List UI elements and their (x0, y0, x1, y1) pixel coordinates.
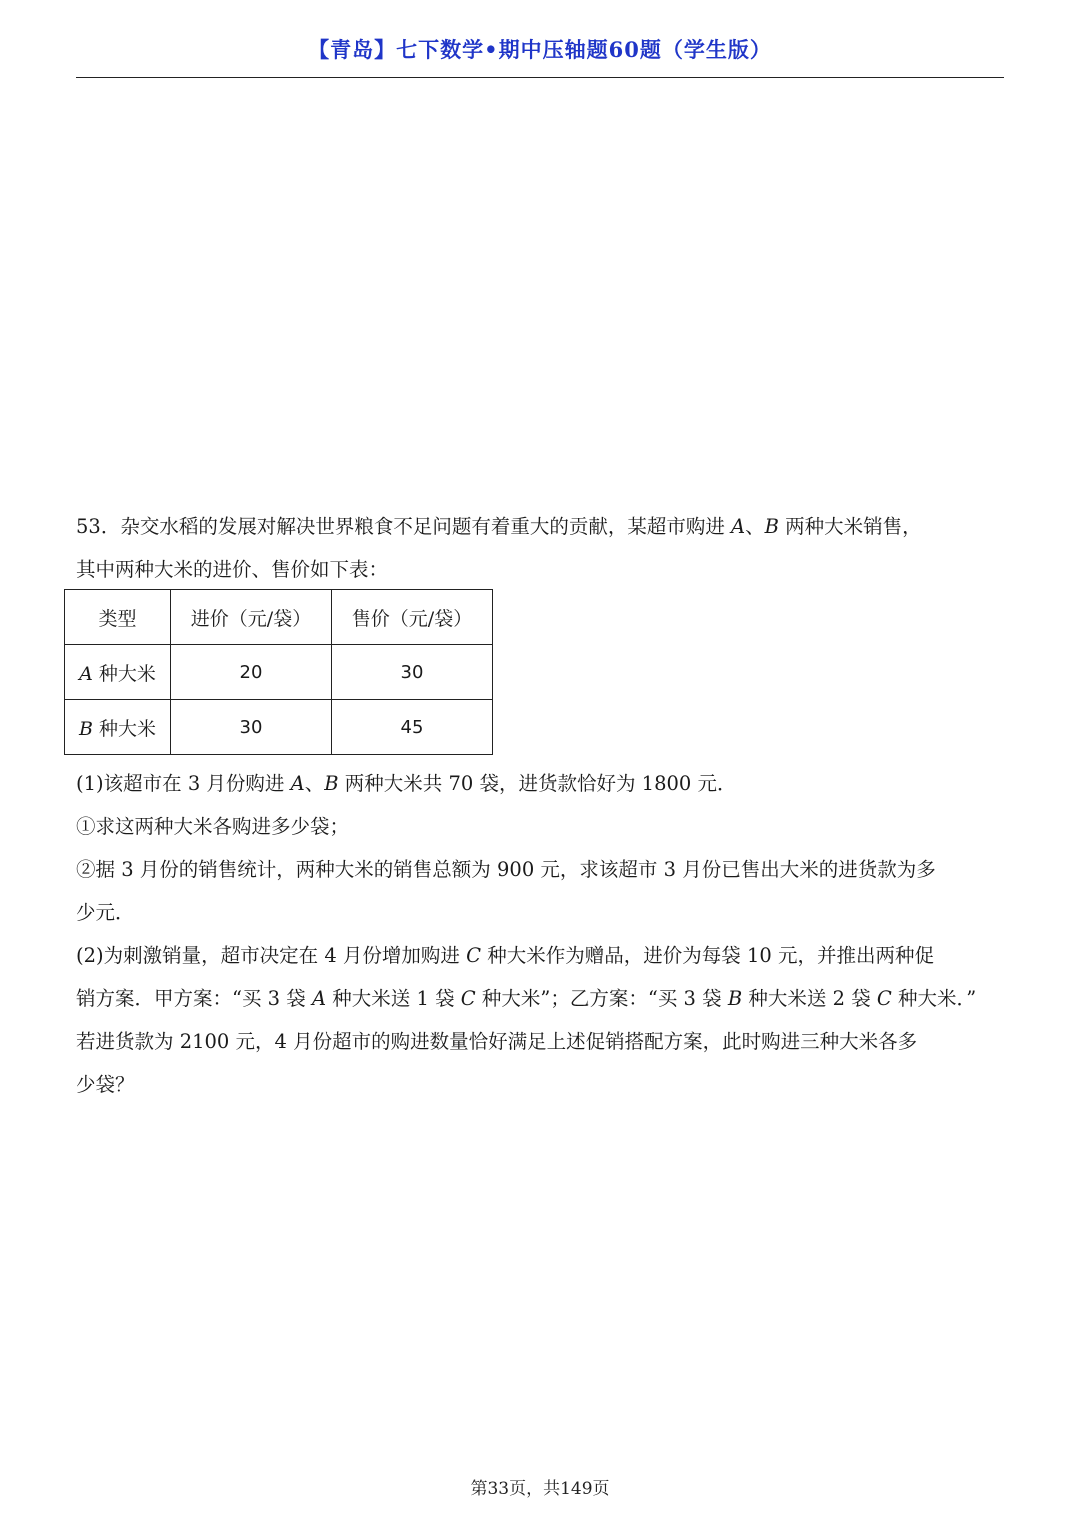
row-label: 种大米 (92, 662, 156, 685)
table-row (65, 645, 493, 700)
separator: 、 (304, 772, 325, 795)
row-label-cell (65, 700, 171, 755)
problem-statement (76, 505, 1006, 591)
question-text: (2)为刺激销量，超市决定在 4 月份增加购进 (76, 944, 467, 967)
problem-number: 53． (76, 515, 121, 538)
problem-intro-line-2: 其中两种大米的进价、售价如下表： (76, 558, 389, 581)
header-divider (76, 77, 1004, 78)
variable-b: B (727, 987, 743, 1010)
question-text: 种大米送 2 袋 (742, 987, 877, 1010)
variable-b: B (324, 772, 339, 795)
variable-c: C (466, 944, 482, 967)
page-header-title: 【青岛】七下数学•期中压轴题60题（学生版） (308, 37, 772, 62)
cost-cell: 30 (171, 700, 332, 755)
question-text: 种大米”；乙方案：“买 3 袋 (475, 987, 728, 1010)
price-cell: 45 (332, 700, 493, 755)
row-label: 种大米 (92, 717, 156, 740)
question-2-line-3: 若进货款为 2100 元，4 月份超市的购进数量恰好满足上述促销搭配方案，此时购进三种大米各多 (76, 1030, 918, 1053)
variable-c: C (876, 987, 892, 1010)
variable-a: A (311, 987, 327, 1010)
question-text: 两种大米共 70 袋，进货款恰好为 1800 元． (338, 772, 737, 795)
separator: 、 (745, 515, 765, 538)
question-text: 种大米送 1 袋 (326, 987, 461, 1010)
cost-cell: 20 (171, 645, 332, 700)
question-1 (76, 762, 1006, 805)
variable-a: A (290, 772, 305, 795)
question-1-part-1: ①求这两种大米各购进多少袋； (76, 815, 350, 838)
question-text: (1)该超市在 3 月份购进 (76, 772, 291, 795)
problem-text: 两种大米销售， (778, 515, 922, 538)
row-label-cell (65, 645, 171, 700)
question-text: 销方案．甲方案：“买 3 袋 (76, 987, 312, 1010)
question-text: 种大米．” (891, 987, 977, 1010)
question-text: 种大米作为赠品，进价为每袋 10 元，并推出两种促 (481, 944, 934, 967)
page-number-footer: 第33页，共149页 (470, 1479, 610, 1499)
table-header-row (65, 590, 493, 645)
question-1-part-2-line-2: 少元． (76, 901, 135, 924)
rice-price-table (64, 589, 493, 755)
header-cell-price: 售价（元/袋） (332, 590, 493, 645)
question-1-part-2-line-1: ②据 3 月份的销售统计，两种大米的销售总额为 900 元，求该超市 3 月份已售出大米的进货款为多 (76, 858, 936, 881)
question-2-line-4: 少袋？ (76, 1073, 135, 1096)
problem-text: 杂交水稻的发展对解决世界粮食不足问题有着重大的贡献，某超市购进 (120, 515, 732, 538)
price-cell: 30 (332, 645, 493, 700)
problem-intro-line-1 (76, 505, 1006, 548)
variable-a: A (79, 662, 93, 685)
variable-b: B (764, 515, 779, 538)
questions-block (76, 762, 1006, 1106)
variable-a: A (731, 515, 746, 538)
variable-b: B (78, 717, 93, 740)
header-cell-cost: 进价（元/袋） (171, 590, 332, 645)
question-2-line-2 (76, 977, 1006, 1020)
variable-c: C (460, 987, 476, 1010)
table-row (65, 700, 493, 755)
question-2-line-1 (76, 934, 1006, 977)
header-cell-type: 类型 (65, 590, 171, 645)
